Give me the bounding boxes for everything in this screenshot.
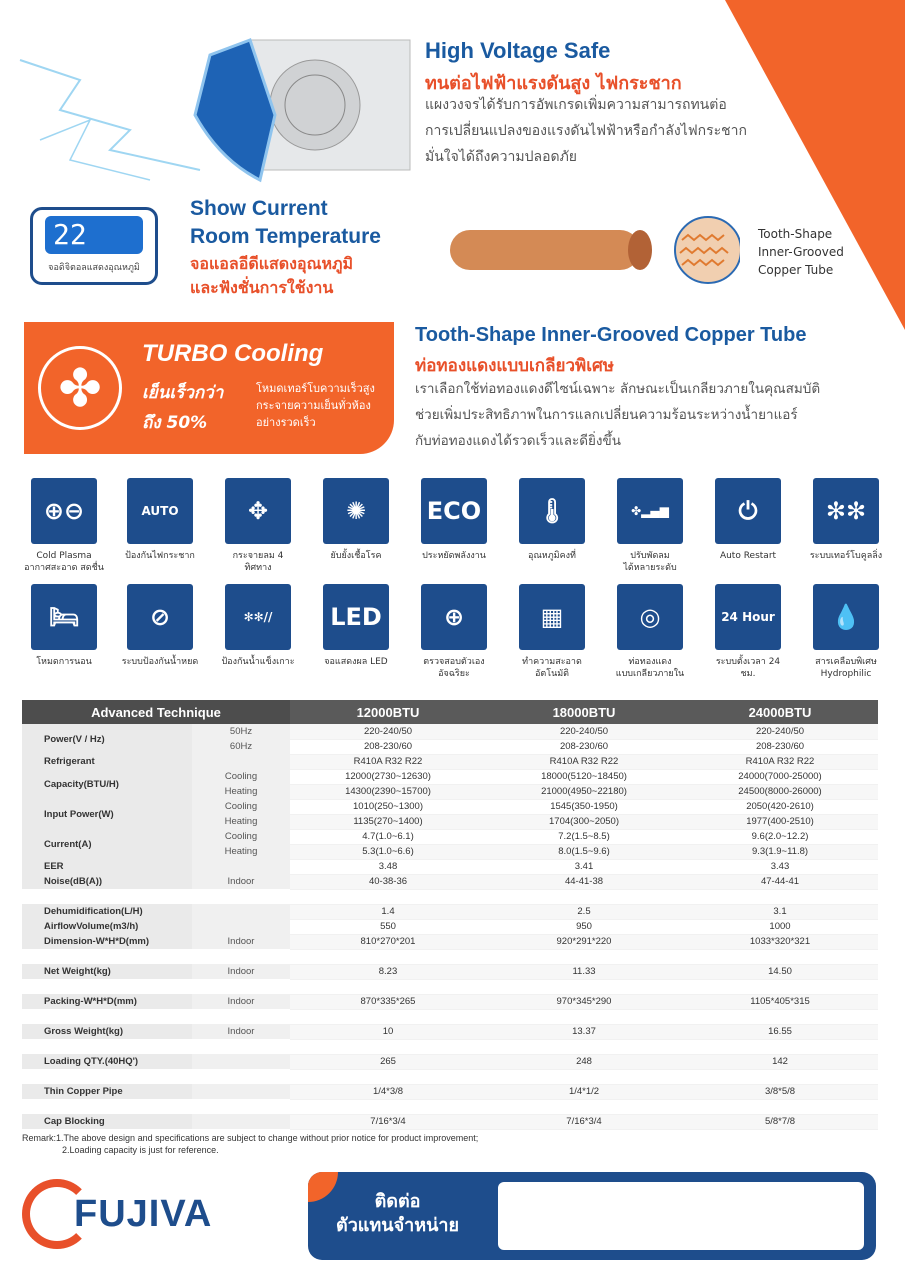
remark-text: Remark:1.The above design and specifications are subject to change without prior notice for product improvement; 2.Loading capacity is just for reference.	[22, 1133, 479, 1155]
grooved-tube-icon: ◎	[617, 584, 683, 650]
feature-item	[120, 478, 200, 562]
spec-label: Capacity(BTU/H)	[22, 769, 192, 799]
spec-value	[290, 1009, 486, 1024]
feature-item	[24, 584, 104, 668]
spec-value: 1135(270~1400)	[290, 814, 486, 829]
feature-label: ประหยัดพลังงาน	[422, 551, 486, 561]
spec-row	[22, 1084, 878, 1099]
turbo-cooling-banner	[24, 322, 394, 454]
corner-accent	[725, 0, 905, 330]
anti-freeze-icon: ✻✻//	[225, 584, 291, 650]
feature-item	[610, 584, 690, 680]
spec-row	[22, 1039, 878, 1054]
feature-label: โหมดการนอน	[36, 657, 92, 667]
spec-value: 1704(300~2050)	[486, 814, 682, 829]
spec-value: 220-240/50	[682, 724, 878, 739]
feature-item	[708, 584, 788, 680]
spec-value	[486, 1009, 682, 1024]
spec-value	[486, 979, 682, 994]
spec-value: 248	[486, 1054, 682, 1069]
fan-speed-icon: ✤▂▄▆	[617, 478, 683, 544]
feature-label: ระบบป้องกันน้ำหยด	[121, 657, 199, 667]
spec-row	[22, 919, 878, 934]
spec-sub	[192, 919, 290, 934]
spec-value: 1033*320*321	[682, 934, 878, 949]
spec-row	[22, 1099, 878, 1114]
spec-row	[22, 859, 878, 874]
spec-value: 810*270*201	[290, 934, 486, 949]
spec-value	[290, 1099, 486, 1114]
spec-value: 12000(2730~12630)	[290, 769, 486, 784]
spec-value: R410A R32 R22	[682, 754, 878, 769]
spec-value	[486, 1039, 682, 1054]
spec-label: Input Power(W)	[22, 799, 192, 829]
spec-value: 920*291*220	[486, 934, 682, 949]
turbo-cool-icon: ✻✻	[813, 478, 879, 544]
spec-label: Net Weight(kg)	[22, 964, 192, 979]
spec-row	[22, 949, 878, 964]
feature-item	[24, 478, 104, 574]
spec-sub	[192, 1099, 290, 1114]
display-digits: 22	[45, 216, 143, 254]
feature-label: Auto Restart	[719, 551, 777, 561]
spec-label: Dimension-W*H*D(mm)	[22, 934, 192, 949]
spec-label: Dehumidification(L/H)	[22, 904, 192, 919]
spec-value: 208-230/60	[290, 739, 486, 754]
spec-header-12000: 12000BTU	[290, 700, 486, 724]
spec-value	[682, 979, 878, 994]
spec-value: 14300(2390~15700)	[290, 784, 486, 799]
display-caption: จอดิจิตอลแสดงอุณหภูมิ	[48, 263, 140, 273]
spec-value: 24000(7000-25000)	[682, 769, 878, 784]
feature-label: ระบบเทอร์โบคูลลิ่ง	[809, 551, 883, 561]
spec-value: 9.3(1.9~11.8)	[682, 844, 878, 859]
feature-label: จอแสดงผล LED	[324, 657, 388, 667]
spec-sub	[192, 979, 290, 994]
spec-row	[22, 934, 878, 949]
spec-sub	[192, 904, 290, 919]
feature-label: ป้องกันไฟกระชาก	[125, 551, 195, 561]
high-voltage-subtitle: ทนต่อไฟฟ้าแรงดันสูง ไฟกระชาก	[425, 73, 682, 94]
spec-value: 10	[290, 1024, 486, 1039]
spec-value: 265	[290, 1054, 486, 1069]
spec-value	[290, 1039, 486, 1054]
turbo-speed-text: เย็นเร็วกว่า ถึง 50%	[142, 383, 224, 433]
spec-value: 3.1	[682, 904, 878, 919]
spec-value: 1/4*1/2	[486, 1084, 682, 1099]
four-way-airflow-icon: ✥	[225, 478, 291, 544]
feature-item	[610, 478, 690, 574]
spec-value: 3.43	[682, 859, 878, 874]
spec-sub	[192, 1084, 290, 1099]
spec-value: 970*345*290	[486, 994, 682, 1009]
spec-value	[486, 1099, 682, 1114]
high-voltage-desc: แผงวงจรได้รับการอัพเกรดเพิ่มความสามารถทนต่อ การเปลี่ยนแปลงของแรงดันไฟฟ้าหรือกำลังไฟกระชาก มั่นใจได้ถึงความปลอดภัย	[425, 97, 748, 165]
spec-value: 24500(8000-26000)	[682, 784, 878, 799]
spec-value: R410A R32 R22	[486, 754, 682, 769]
spec-label	[22, 979, 192, 994]
spec-sub	[192, 1039, 290, 1054]
spec-value	[682, 1009, 878, 1024]
hydrophilic-icon: 💧	[813, 584, 879, 650]
feature-item	[512, 478, 592, 562]
feature-label: อุณหภูมิคงที่	[528, 551, 576, 561]
spec-value: 4.7(1.0~6.1)	[290, 829, 486, 844]
spec-row	[22, 1114, 878, 1129]
spec-value: 8.23	[290, 964, 486, 979]
spec-value: 47-44-41	[682, 874, 878, 889]
spec-value: 208-230/60	[682, 739, 878, 754]
spec-sub	[192, 1114, 290, 1129]
spec-value	[682, 949, 878, 964]
eco-icon: ECO	[421, 478, 487, 544]
brand-logo	[22, 1175, 292, 1255]
self-clean-icon: ▦	[519, 584, 585, 650]
spec-label: Gross Weight(kg)	[22, 1024, 192, 1039]
spec-label: Refrigerant	[22, 754, 192, 769]
spec-value	[682, 1039, 878, 1054]
spec-row	[22, 994, 878, 1009]
room-temp-title: Show Current Room Temperature	[190, 197, 381, 248]
spec-sub	[192, 949, 290, 964]
spec-sub: 50Hz	[192, 724, 290, 739]
spec-label: Loading QTY.(40HQ')	[22, 1054, 192, 1069]
spec-sub	[192, 754, 290, 769]
spec-sub: Indoor	[192, 1024, 290, 1039]
anti-bacteria-icon: ✺	[323, 478, 389, 544]
feature-item	[414, 584, 494, 680]
fan-icon: ✤	[38, 346, 122, 430]
spec-table	[22, 700, 878, 1130]
spec-label: Packing-W*H*D(mm)	[22, 994, 192, 1009]
spec-row	[22, 1024, 878, 1039]
spec-value: 1977(400-2510)	[682, 814, 878, 829]
feature-item	[316, 478, 396, 562]
spec-row	[22, 829, 878, 844]
spec-value: 3.48	[290, 859, 486, 874]
turbo-title: TURBO Cooling	[142, 340, 324, 367]
spec-value: 9.6(2.0~12.2)	[682, 829, 878, 844]
brand-name: FUJIVA	[74, 1193, 213, 1235]
spec-value: 1.4	[290, 904, 486, 919]
spec-sub: Indoor	[192, 994, 290, 1009]
spec-label	[22, 1009, 192, 1024]
spec-label: Cap Blocking	[22, 1114, 192, 1129]
spec-header-row	[22, 700, 878, 724]
spec-value: 3.41	[486, 859, 682, 874]
spec-value: 21000(4950~22180)	[486, 784, 682, 799]
spec-sub: 60Hz	[192, 739, 290, 754]
high-voltage-title: High Voltage Safe	[425, 38, 611, 63]
spec-value	[290, 1069, 486, 1084]
dealer-blank-field	[498, 1182, 864, 1250]
feature-item	[316, 584, 396, 668]
feature-label: ระบบตั้งเวลา 24 ชม.	[715, 657, 781, 679]
spec-value: 7.2(1.5~8.5)	[486, 829, 682, 844]
spec-value: R410A R32 R22	[290, 754, 486, 769]
spec-sub	[192, 1054, 290, 1069]
feature-item	[218, 478, 298, 574]
spec-value	[290, 889, 486, 904]
feature-item	[512, 584, 592, 680]
feature-label: ท่อทองแดง แบบเกลียวภายใน	[615, 657, 685, 679]
spec-label	[22, 1099, 192, 1114]
led-display-icon: LED	[323, 584, 389, 650]
spec-label: Noise(dB(A))	[22, 874, 192, 889]
copper-tube-image	[450, 215, 740, 285]
spec-row	[22, 724, 878, 739]
feature-label: ยับยั้งเชื้อโรค	[330, 551, 382, 561]
spec-value: 7/16*3/4	[486, 1114, 682, 1129]
spec-sub: Cooling	[192, 829, 290, 844]
spec-sub: Cooling	[192, 769, 290, 784]
spec-row	[22, 889, 878, 904]
copper-tube-title: Tooth-Shape Inner-Grooved Copper Tube	[415, 324, 807, 346]
spec-value: 3/8*5/8	[682, 1084, 878, 1099]
spec-row	[22, 1069, 878, 1084]
spec-value	[290, 979, 486, 994]
spec-label	[22, 949, 192, 964]
spec-value	[682, 1099, 878, 1114]
spec-value	[486, 949, 682, 964]
spec-value	[486, 1069, 682, 1084]
spec-row	[22, 754, 878, 769]
spec-header-18000: 18000BTU	[486, 700, 682, 724]
spec-sub: Indoor	[192, 874, 290, 889]
spec-row	[22, 874, 878, 889]
spec-sub: Heating	[192, 784, 290, 799]
spec-value: 40-38-36	[290, 874, 486, 889]
spec-label: Current(A)	[22, 829, 192, 859]
feature-item	[708, 478, 788, 562]
spec-header-technique: Advanced Technique	[22, 700, 290, 724]
contact-box	[308, 1172, 876, 1260]
thermometer-icon: 🌡	[519, 478, 585, 544]
spec-value: 18000(5120~18450)	[486, 769, 682, 784]
spec-label	[22, 1039, 192, 1054]
copper-tube-subtitle: ท่อทองแดงแบบเกลียวพิเศษ	[415, 356, 615, 376]
spec-row	[22, 1009, 878, 1024]
spec-row	[22, 979, 878, 994]
auto-protect-icon: AUTO	[127, 478, 193, 544]
feature-item	[218, 584, 298, 668]
spec-value: 1105*405*315	[682, 994, 878, 1009]
feature-label: กระจายลม 4 ทิศทาง	[232, 551, 284, 573]
feature-label: Cold Plasma อากาศสะอาด สดชื่น	[24, 551, 104, 573]
spec-value: 16.55	[682, 1024, 878, 1039]
spec-value: 1000	[682, 919, 878, 934]
ac-outdoor-unit-image	[0, 20, 420, 200]
spec-value: 2.5	[486, 904, 682, 919]
spec-sub: Cooling	[192, 799, 290, 814]
spec-value	[486, 889, 682, 904]
spec-sub	[192, 1069, 290, 1084]
spec-value: 44-41-38	[486, 874, 682, 889]
spec-label: AirflowVolume(m3/h)	[22, 919, 192, 934]
room-temp-subtitle: จอแอลอีดีแสดงอุณหภูมิ และฟังชั่นการใช้งาน	[190, 254, 354, 297]
feature-label: ทำความสะอาดอัตโนมัติ	[522, 657, 582, 679]
spec-value: 5/8*7/8	[682, 1114, 878, 1129]
spec-value: 950	[486, 919, 682, 934]
spec-sub: Heating	[192, 844, 290, 859]
spec-sub: Indoor	[192, 964, 290, 979]
spec-label: Power(V / Hz)	[22, 724, 192, 754]
feature-label: ปรับพัดลม ได้หลายระดับ	[623, 551, 677, 573]
spec-value: 550	[290, 919, 486, 934]
self-diagnosis-icon: ⊕	[421, 584, 487, 650]
copper-tube-desc: เราเลือกใช้ท่อทองแดงดีไซน์เฉพาะ ลักษณะเป็นเกลียวภายในคุณสมบัติ ช่วยเพิ่มประสิทธิภาพในการแลกเปลี่ยนความร้อนระหว่างน้ำยาแอร์ กับท่อทองแดงได้รวดเร็วและดียิ่งขึ้น	[415, 381, 821, 449]
spec-value: 11.33	[486, 964, 682, 979]
spec-row	[22, 799, 878, 814]
spec-value: 220-240/50	[290, 724, 486, 739]
feature-item	[120, 584, 200, 668]
spec-value: 870*335*265	[290, 994, 486, 1009]
spec-label: EER	[22, 859, 192, 874]
spec-row	[22, 904, 878, 919]
spec-value: 14.50	[682, 964, 878, 979]
spec-value: 8.0(1.5~9.6)	[486, 844, 682, 859]
spec-value	[682, 889, 878, 904]
tube-label: Tooth-Shape Inner-Grooved Copper Tube	[758, 227, 844, 277]
spec-label	[22, 1069, 192, 1084]
spec-header-24000: 24000BTU	[682, 700, 878, 724]
feature-label: สารเคลือบพิเศษ Hydrophilic	[815, 657, 877, 679]
timer-24h-icon: 24 Hour	[715, 584, 781, 650]
spec-value: 7/16*3/4	[290, 1114, 486, 1129]
spec-sub	[192, 889, 290, 904]
spec-sub	[192, 1009, 290, 1024]
spec-label: Thin Copper Pipe	[22, 1084, 192, 1099]
feature-item	[414, 478, 494, 562]
spec-sub	[192, 859, 290, 874]
plasma-icon: ⊕⊖	[31, 478, 97, 544]
spec-value	[290, 949, 486, 964]
spec-sub: Heating	[192, 814, 290, 829]
spec-value: 208-230/60	[486, 739, 682, 754]
spec-value	[682, 1069, 878, 1084]
spec-row	[22, 769, 878, 784]
feature-item	[806, 478, 886, 562]
spec-row	[22, 964, 878, 979]
spec-value: 142	[682, 1054, 878, 1069]
spec-value: 2050(420-2610)	[682, 799, 878, 814]
spec-sub: Indoor	[192, 934, 290, 949]
feature-item	[806, 584, 886, 680]
feature-label: ตรวจสอบตัวเองอัจฉริยะ	[423, 657, 485, 679]
spec-value: 1010(250~1300)	[290, 799, 486, 814]
spec-label	[22, 889, 192, 904]
spec-row	[22, 1054, 878, 1069]
spec-value: 1545(350-1950)	[486, 799, 682, 814]
spec-value: 220-240/50	[486, 724, 682, 739]
sleep-mode-icon: 🛏	[31, 584, 97, 650]
spec-value: 1/4*3/8	[290, 1084, 486, 1099]
spec-value: 13.37	[486, 1024, 682, 1039]
spec-value: 5.3(1.0~6.6)	[290, 844, 486, 859]
led-display-panel	[30, 207, 158, 285]
anti-drip-icon: ⊘	[127, 584, 193, 650]
feature-label: ป้องกันน้ำแข็งเกาะ	[221, 657, 295, 667]
power-icon: ⏻	[715, 478, 781, 544]
turbo-desc: โหมดเทอร์โบความเร็วสูง กระจายความเย็นทั่วห้อง อย่างรวดเร็ว	[256, 382, 375, 429]
contact-label: ติดต่อ ตัวแทนจำหน่าย	[336, 1191, 460, 1236]
